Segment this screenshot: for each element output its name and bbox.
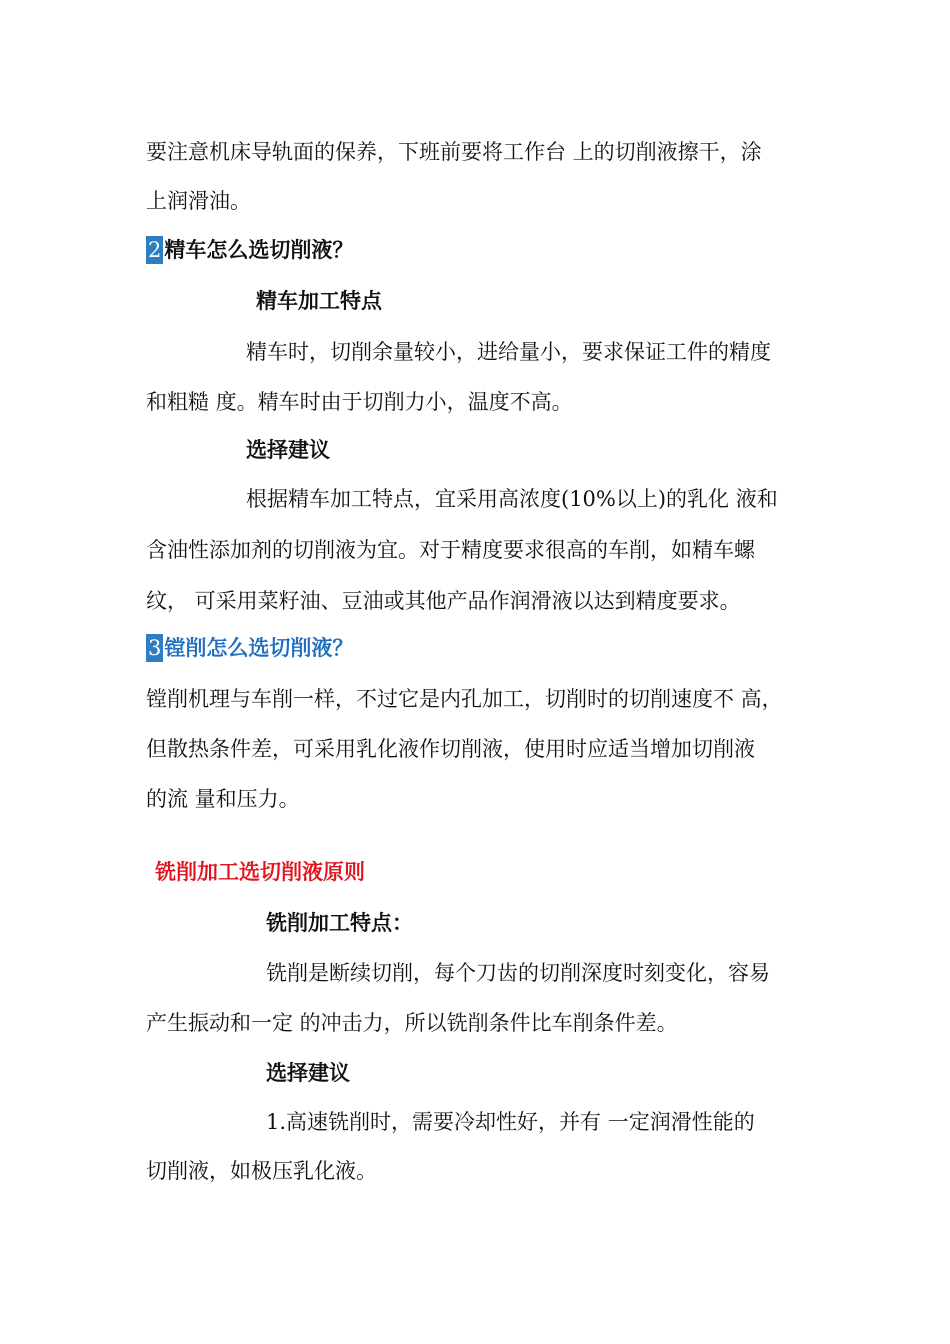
section-heading-3	[146, 634, 353, 662]
paragraph-line: 镗削机理与车削一样，不过它是内孔加工，切削时的切削速度不 高，	[146, 687, 783, 711]
paragraph-line: 的流 量和压力。	[146, 787, 300, 811]
paragraph-line: 切削液，如极压乳化液。	[146, 1159, 377, 1183]
paragraph-line: 根据精车加工特点，宜采用高浓度(10%以上)的乳化 液和	[246, 487, 778, 511]
paragraph-line: 精车时，切削余量较小，进给量小，要求保证工件的精度	[246, 340, 771, 364]
paragraph-line: 纹， 可采用菜籽油、豆油或其他产品作润滑液以达到精度要求。	[146, 589, 741, 613]
heading-number: 3	[148, 636, 162, 660]
section-heading-2	[146, 236, 353, 264]
paragraph-line: 铣削是断续切削，每个刀齿的切削深度时刻变化，容易	[266, 961, 770, 985]
paragraph-line: 但散热条件差，可采用乳化液作切削液，使用时应适当增加切削液	[146, 737, 755, 761]
heading-text: 镗削怎么选切削液？	[164, 635, 354, 660]
paragraph-line: 上润滑油。	[146, 189, 251, 213]
subheading: 选择建议	[246, 437, 330, 462]
heading-text: 精车怎么选切削液？	[164, 237, 354, 262]
subheading: 选择建议	[266, 1060, 350, 1085]
paragraph-line: 产生振动和一定 的冲击力，所以铣削条件比车削条件差。	[146, 1011, 678, 1035]
paragraph-line: 1.高速铣削时，需要冷却性好，并有 一定润滑性能的	[266, 1110, 755, 1134]
paragraph-line: 和粗糙 度。精车时由于切削力小，温度不高。	[146, 390, 573, 414]
subheading: 铣削加工特点：	[266, 910, 413, 935]
section-heading-red: 铣削加工选切削液原则	[155, 859, 365, 884]
heading-number: 2	[148, 238, 162, 262]
subheading: 精车加工特点	[256, 288, 382, 313]
paragraph-line: 含油性添加剂的切削液为宜。对于精度要求很高的车削，如精车螺	[146, 538, 755, 562]
paragraph-line: 要注意机床导轨面的保养，下班前要将工作台 上的切削液擦干，涂	[146, 140, 762, 164]
